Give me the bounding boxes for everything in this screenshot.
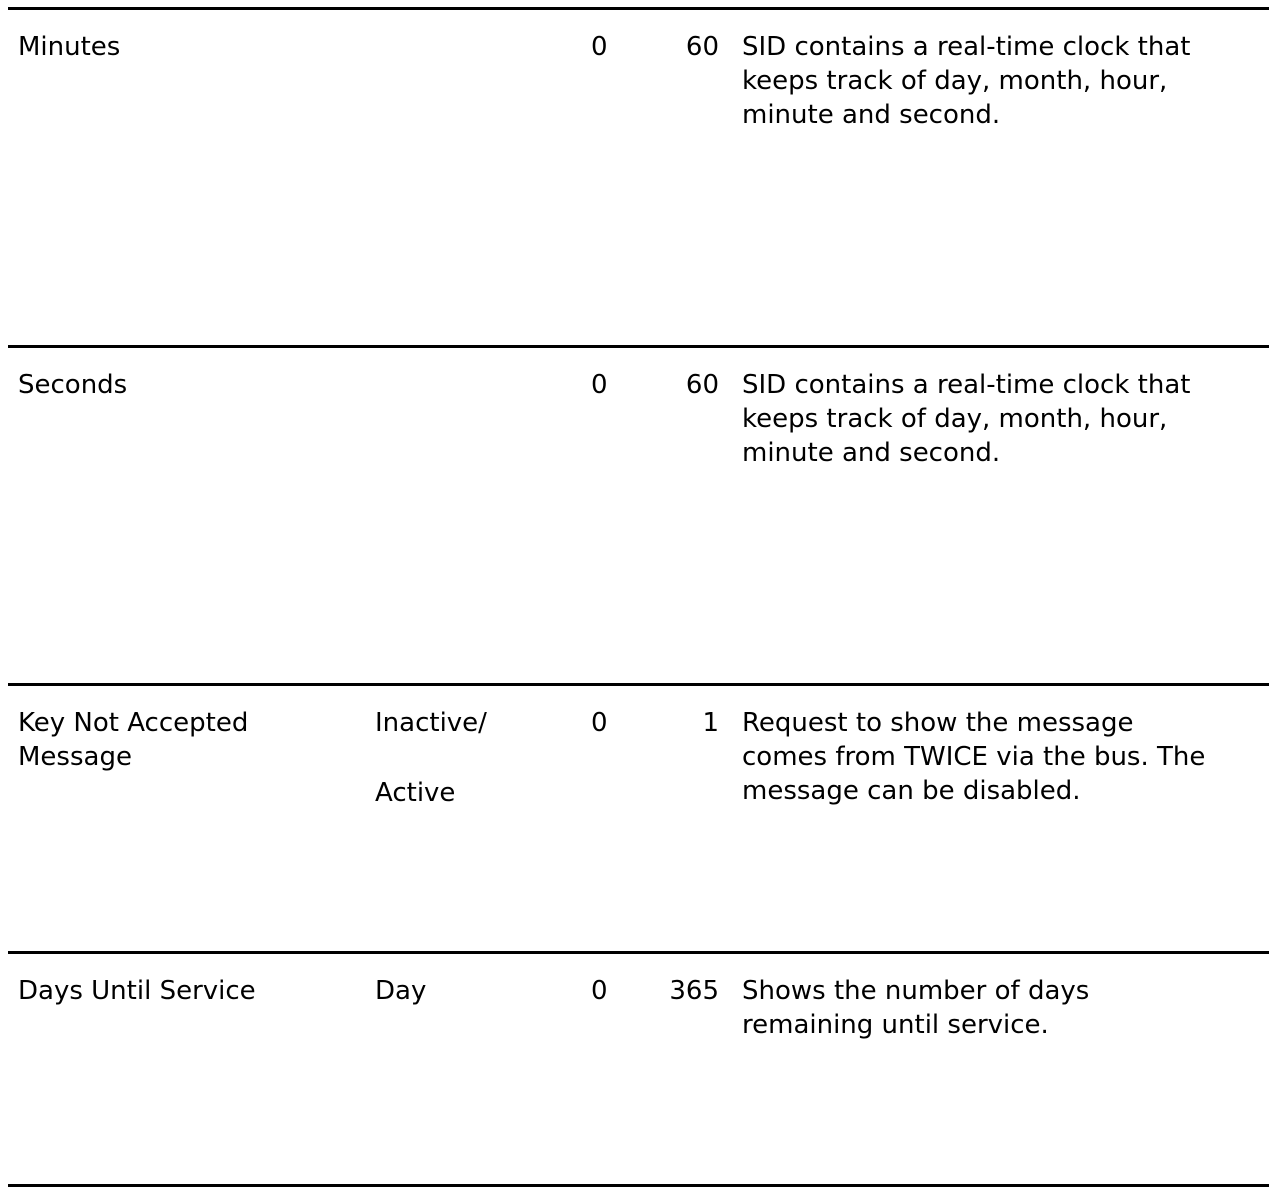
table-row	[8, 953, 1269, 1186]
max-value: 60	[625, 9, 742, 347]
max-value: 60	[625, 347, 742, 685]
min-value: 0	[575, 953, 625, 1186]
table-row	[8, 9, 1269, 347]
description-cell	[742, 685, 1269, 953]
signal-name-cell	[8, 9, 375, 347]
min-value: 0	[575, 685, 625, 953]
description-line: minute and second.	[742, 100, 1001, 130]
signal-name: Days Until Service	[18, 976, 256, 1006]
signal-name: Message	[18, 742, 132, 772]
max-value: 1	[625, 685, 742, 953]
signal-table	[8, 7, 1269, 1187]
description-line: minute and second.	[742, 438, 1001, 468]
signal-name: Seconds	[18, 370, 128, 400]
description-line: keeps track of day, month, hour,	[742, 404, 1168, 434]
signal-name-cell	[8, 953, 375, 1186]
description-line: remaining until service.	[742, 1010, 1049, 1040]
min-value: 0	[575, 347, 625, 685]
signal-name: Key Not Accepted	[18, 708, 249, 738]
table-row	[8, 347, 1269, 685]
unit-cell	[375, 347, 575, 685]
description-line: Shows the number of days	[742, 976, 1090, 1006]
unit-label: Day	[375, 976, 427, 1006]
unit-cell	[375, 685, 575, 953]
description-cell	[742, 9, 1269, 347]
description-line: message can be disabled.	[742, 776, 1081, 806]
signal-name-cell	[8, 685, 375, 953]
unit-cell	[375, 953, 575, 1186]
min-value: 0	[575, 9, 625, 347]
max-value: 365	[625, 953, 742, 1186]
unit-label: Inactive/	[375, 708, 487, 738]
description-cell	[742, 347, 1269, 685]
description-line: Request to show the message	[742, 708, 1134, 738]
description-line: keeps track of day, month, hour,	[742, 66, 1168, 96]
unit-cell	[375, 9, 575, 347]
table-row	[8, 685, 1269, 953]
description-line: comes from TWICE via the bus. The	[742, 742, 1206, 772]
signal-name: Minutes	[18, 32, 121, 62]
description-cell	[742, 953, 1269, 1186]
signal-name-cell	[8, 347, 375, 685]
unit-label: Active	[375, 778, 456, 808]
description-line: SID contains a real-time clock that	[742, 370, 1191, 400]
description-line: SID contains a real-time clock that	[742, 32, 1191, 62]
